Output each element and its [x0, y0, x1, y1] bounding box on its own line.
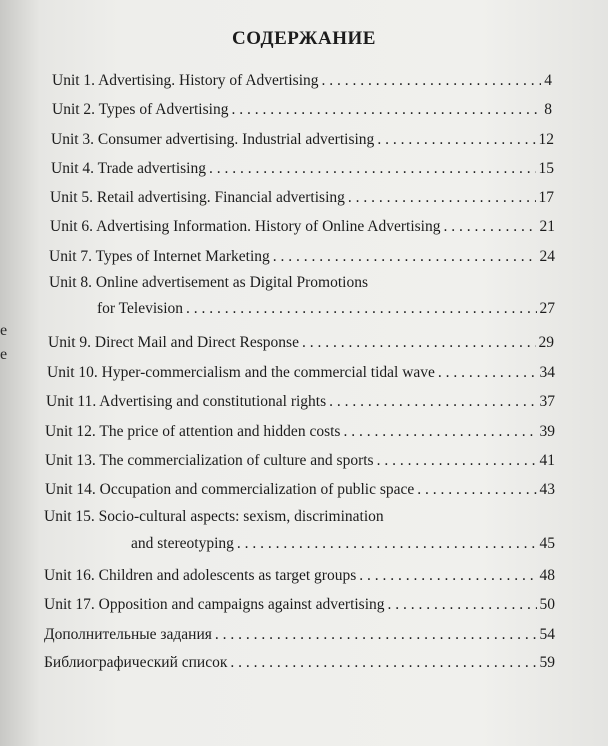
leader-dots — [377, 131, 535, 149]
toc-entry — [51, 131, 554, 149]
toc-entry-label: Unit 12. The price of attention and hidden costs — [45, 423, 341, 440]
toc-entry-label: Unit 8. Online advertisement as Digital Promotions — [49, 274, 368, 291]
leader-dots — [230, 654, 536, 672]
toc-page-number: 27 — [539, 300, 555, 317]
toc-page-number: 34 — [539, 364, 555, 381]
toc-entry — [50, 189, 554, 207]
toc-entry — [47, 364, 555, 382]
toc-page-number: 48 — [539, 567, 555, 584]
toc-page-number: 45 — [539, 535, 555, 552]
toc-entry — [52, 101, 552, 119]
leader-dots — [273, 248, 537, 266]
toc-entry-label: Unit 14. Occupation and commercialization of public space — [45, 481, 415, 498]
toc-page-number: 43 — [539, 481, 555, 498]
toc-entry-label: Unit 4. Trade advertising — [51, 160, 206, 177]
toc-page-number: 50 — [539, 596, 555, 613]
leader-dots — [231, 101, 541, 119]
leader-dots — [388, 596, 537, 614]
toc-page-number: 12 — [538, 131, 554, 148]
leader-dots — [329, 393, 536, 411]
toc-entry — [45, 452, 555, 470]
toc-entry-label: Unit 10. Hyper-commercialism and the commercial tidal wave — [47, 364, 435, 381]
toc-entry — [51, 160, 554, 178]
toc-entry-label: Unit 5. Retail advertising. Financial advertising — [50, 189, 345, 206]
leader-dots — [209, 160, 536, 178]
toc-entry — [46, 393, 555, 411]
toc-entry — [45, 423, 555, 441]
toc-page-number: 15 — [538, 160, 554, 177]
leader-dots — [443, 218, 536, 236]
toc-entry-label: Unit 7. Types of Internet Marketing — [49, 248, 270, 265]
toc-entry-label: Unit 17. Opposition and campaigns against advertising — [44, 596, 385, 613]
toc-entry-label: Unit 1. Advertising. History of Advertising — [52, 72, 319, 89]
toc-entry — [44, 596, 555, 614]
leader-dots — [215, 626, 537, 644]
toc-page-number: 4 — [544, 72, 552, 89]
toc-page-number: 37 — [539, 393, 555, 410]
toc-page-number: 41 — [539, 452, 555, 469]
toc-page-number: 54 — [539, 626, 555, 643]
toc-entry — [44, 654, 555, 672]
leader-dots — [302, 334, 536, 352]
margin-fragment: e — [0, 346, 8, 363]
leader-dots — [343, 423, 536, 441]
toc-page-number: 59 — [539, 654, 555, 671]
toc-entry-continuation: and stereotyping — [131, 535, 234, 552]
toc-entry — [44, 626, 555, 644]
leader-dots — [186, 300, 536, 318]
toc-entry-label: Unit 16. Children and adolescents as target groups — [44, 567, 357, 584]
leader-dots — [417, 481, 536, 499]
toc-entry — [97, 300, 555, 318]
toc-entry-label: Дополнительные задания — [44, 626, 212, 643]
toc-page-number: 17 — [538, 189, 554, 206]
leader-dots — [438, 364, 537, 382]
toc-entry-label: Unit 11. Advertising and constitutional rights — [46, 393, 327, 410]
toc-entry-label: Библиографический список — [44, 654, 228, 671]
toc-entry-label: Unit 13. The commercialization of culture and sports — [45, 452, 374, 469]
toc-entry — [44, 567, 555, 585]
page-title: СОДЕРЖАНИЕ — [232, 28, 376, 49]
margin-fragment: e — [0, 322, 8, 339]
leader-dots — [322, 72, 542, 90]
leader-dots — [377, 452, 537, 470]
toc-entry — [48, 334, 554, 352]
toc-page-number: 29 — [538, 334, 554, 351]
toc-page-number: 39 — [539, 423, 555, 440]
leader-dots — [237, 535, 537, 553]
toc-page-number: 21 — [539, 218, 555, 235]
toc-entry-continuation: for Television — [97, 300, 184, 317]
toc-entry-label: Unit 15. Socio-cultural aspects: sexism, discrimination — [44, 508, 384, 525]
toc-entry — [131, 535, 555, 553]
toc-entry — [45, 481, 555, 499]
toc-entry-label: Unit 6. Advertising Information. History of Online Advertising — [50, 218, 441, 235]
toc-entry-label: Unit 9. Direct Mail and Direct Response — [48, 334, 299, 351]
toc-entry-label: Unit 2. Types of Advertising — [52, 101, 229, 118]
toc-entry — [50, 218, 555, 236]
leader-dots — [359, 567, 536, 585]
toc-page-number: 24 — [539, 248, 555, 265]
toc-entry — [49, 248, 555, 266]
toc-entry — [52, 72, 552, 90]
toc-page-number: 8 — [544, 101, 552, 118]
leader-dots — [348, 189, 536, 207]
toc-entry-label: Unit 3. Consumer advertising. Industrial advertising — [51, 131, 375, 148]
